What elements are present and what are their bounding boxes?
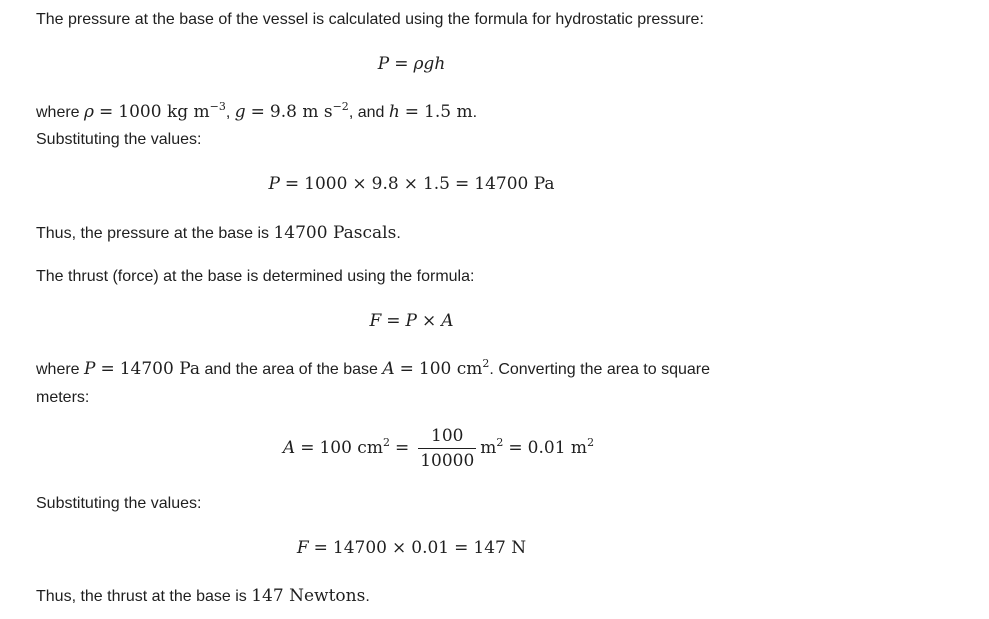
fraction-denominator: 10000 — [420, 451, 475, 471]
pressure-calc-gravity: 9.8 — [371, 174, 399, 194]
thrust-intro-text: The thrust (force) at the base is determined using the formula: — [36, 268, 475, 285]
area-result-exponent: 2 — [587, 436, 595, 449]
conversion-fraction — [418, 426, 476, 471]
area-symbol: A — [382, 359, 395, 379]
area-pressure-symbol: P — [84, 359, 96, 379]
area-exponent: 2 — [482, 357, 490, 370]
area-lead: where — [36, 361, 85, 378]
thrust-result: 147 N — [473, 538, 527, 558]
thrust-conclusion-value: 147 Newtons — [251, 586, 366, 606]
substituting-paragraph-1 — [36, 126, 201, 154]
area-pressure-value: 14700 Pa — [119, 359, 201, 379]
thrust-formula-area: A — [441, 311, 454, 331]
thrust-conclusion-paragraph — [36, 582, 370, 611]
area-paragraph: where P = 14700 Pa and the area of the base A = 100 $cm^2$. Converting the area to square meters: — [36, 355, 710, 412]
thrust-calc-symbol: F — [296, 538, 309, 558]
fraction-numerator: 100 — [418, 426, 476, 449]
thrust-calc-pressure: 14700 — [332, 538, 388, 558]
height-value: 1.5 m — [424, 102, 473, 122]
gravity-value: 9.8 m s — [269, 102, 333, 122]
pressure-calculation: P = 1000 × 9.8 × 1.5 = 14700 Pa — [268, 174, 555, 194]
area-line2: meters: — [36, 389, 90, 406]
area-conversion: A = 100 $cm^2$ = $\frac{100}{10000}$ $m^2 = 0.01$ $m^2$ — [282, 426, 595, 471]
substituting-text-1: Substituting the values: — [36, 131, 202, 148]
thrust-conclusion-end: . — [365, 588, 370, 605]
gravity-symbol: g — [234, 102, 246, 122]
pressure-symbol: P — [377, 54, 390, 74]
thrust-formula-pressure: P — [405, 311, 417, 331]
pressure-calc-symbol: P — [268, 174, 280, 194]
thrust-intro-paragraph — [36, 263, 474, 291]
pressure-result: 14700 Pa — [474, 174, 555, 194]
pressure-conclusion-lead: Thus, the pressure at the base is — [36, 225, 274, 242]
pressure-formula-rhs: ρgh — [413, 54, 446, 74]
area-result: 0.01 m — [527, 438, 588, 458]
conversion-area-exponent: 2 — [382, 436, 390, 449]
conversion-unit: m — [480, 438, 497, 458]
density-exponent: −3 — [209, 100, 226, 113]
density-symbol: ρ — [84, 102, 95, 122]
pressure-calc-density: 1000 — [304, 174, 348, 194]
thrust-conclusion-lead: Thus, the thrust at the base is — [36, 588, 252, 605]
intro-paragraph — [36, 6, 704, 34]
conversion-area-value: 100 cm — [319, 438, 383, 458]
given-values-paragraph: where ρ = 1000 kg $m^{-3}$, g = 9.8 m $s^{-2}$, and h = 1.5 m. — [36, 100, 478, 122]
area-value: 100 cm — [418, 359, 483, 379]
pressure-conclusion-value: 14700 Pascals — [273, 223, 397, 243]
substituting-text-2: Substituting the values: — [36, 495, 202, 512]
pressure-conclusion-paragraph — [36, 219, 401, 248]
thrust-formula: F = P × A — [369, 311, 454, 331]
height-symbol: h — [388, 102, 400, 122]
thrust-symbol: F — [369, 311, 382, 331]
thrust-calc-area: 0.01 — [411, 538, 450, 558]
density-value: 1000 kg m — [118, 102, 210, 122]
pressure-calc-height: 1.5 — [422, 174, 450, 194]
pressure-conclusion-end: . — [396, 225, 401, 242]
given-and: , and — [348, 104, 389, 121]
given-lead: where — [36, 104, 85, 121]
given-end: . — [472, 104, 478, 121]
gravity-exponent: −2 — [332, 100, 349, 113]
thrust-calculation: F = 14700 × 0.01 = 147 N — [296, 538, 527, 558]
area-mid: and the area of the base — [200, 361, 383, 378]
conversion-unit-exponent: 2 — [496, 436, 504, 449]
pressure-formula: P = ρgh — [377, 54, 446, 74]
intro-text: The pressure at the base of the vessel is calculated using the formula for hydrostatic pressure: — [36, 11, 704, 28]
conversion-area-symbol: A — [282, 438, 296, 458]
substituting-paragraph-2 — [36, 490, 201, 518]
area-tail: . Converting the area to square — [489, 361, 710, 378]
